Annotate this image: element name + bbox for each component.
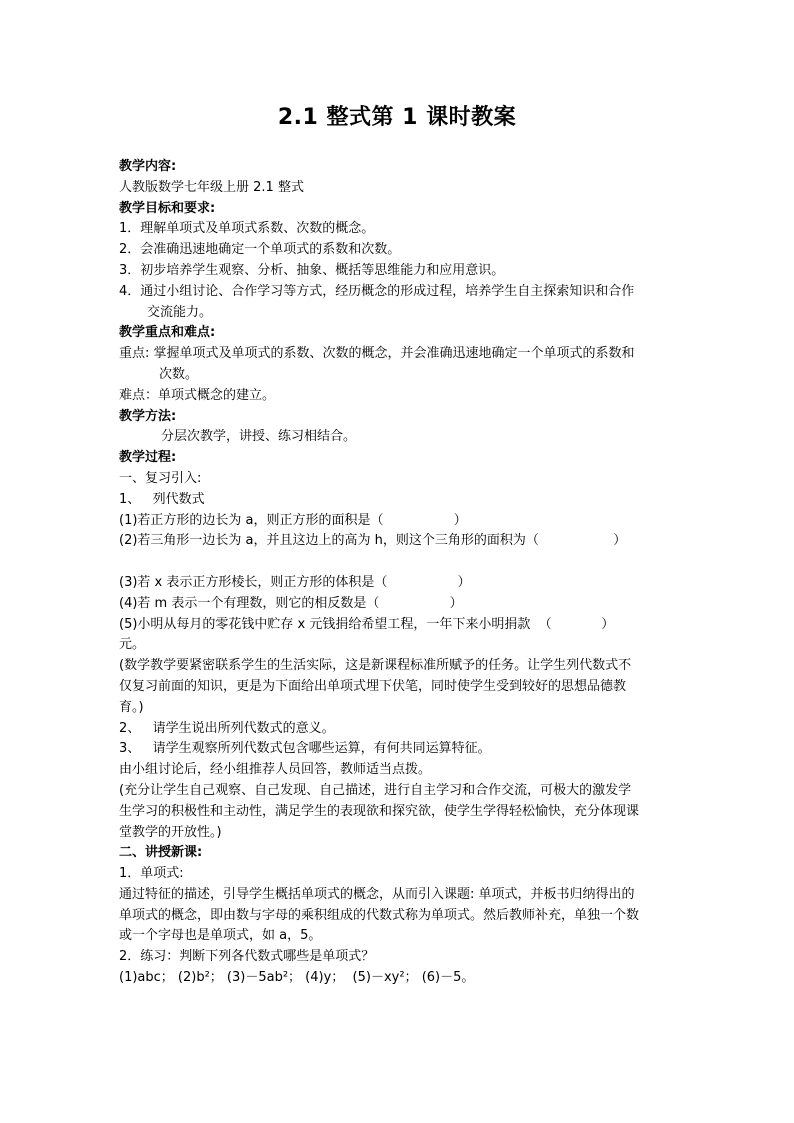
subsection-monomial: 1．单项式: xyxy=(119,866,184,882)
section-heading-method: 教学方法: xyxy=(119,408,177,424)
question-1: (1)若正方形的边长为 a，则正方形的面积是（ ） xyxy=(119,512,467,528)
content-text: 人教版数学七年级上册 2.1 整式 xyxy=(119,179,304,195)
teaching-note-1-line-2: 仅复习前面的知识，更是为下面给出单项式埋下伏笔，同时使学生受到较好的思想品德教 xyxy=(119,678,627,694)
difficult-point: 难点：单项式概念的建立。 xyxy=(119,387,276,403)
question-4: (4)若 m 表示一个有理数，则它的相反数是（ ） xyxy=(119,595,463,611)
section-heading-process: 教学过程: xyxy=(119,450,177,466)
review-item-1: 1、 列代数式 xyxy=(119,491,205,507)
goal-item-4-continued: 交流能力。 xyxy=(147,304,213,320)
part-two-heading: 二、讲授新课: xyxy=(119,845,203,861)
teaching-note-2: (充分让学生自己观察、自己发现、自己描述，进行自主学习和合作交流，可极大的激发学 xyxy=(119,782,632,798)
spacer xyxy=(119,552,679,573)
goal-item-4: 4．通过小组讨论、合作学习等方式，经历概念的形成过程，培养学生自主探索知识和合作 xyxy=(119,283,635,299)
section-heading-key-points: 教学重点和难点: xyxy=(119,325,216,341)
goal-item-1: 1．理解单项式及单项式系数、次数的概念。 xyxy=(119,221,375,237)
teaching-note-2-line-2: 生学习的积极性和主动性，满足学生的表现欲和探究欲，使学生学得轻松愉快，充分体现课 xyxy=(119,803,640,819)
document-title: 2.1 整式第 1 课时教案 xyxy=(277,105,517,130)
review-item-2: 2、 请学生说出所列代数式的意义。 xyxy=(119,720,335,736)
question-2: (2)若三角形一边长为 a，并且这边上的高为 h，则这个三角形的面积为（ ） xyxy=(119,533,627,549)
section-heading-content: 教学内容: xyxy=(119,159,177,174)
exercise-list: (1)abc； (2)b²； (3)－5ab²； (4)y； (5)－xy²； (6)－5。 xyxy=(119,970,475,986)
part-one-heading: 一、复习引入: xyxy=(119,470,202,486)
question-5: (5)小明从每月的零花钱中贮存 x 元钱捐给希望工程，一年下来小明捐款 （ ） xyxy=(119,616,615,632)
document-body xyxy=(119,157,679,989)
goal-item-2: 2．会准确迅速地确定一个单项式的系数和次数。 xyxy=(119,242,401,258)
key-point: 重点: 掌握单项式及单项式的系数、次数的概念，并会准确迅速地确定一个单项式的系数和 xyxy=(119,346,635,362)
question-3: (3)若 x 表示正方形棱长，则正方形的体积是（ ） xyxy=(119,574,471,590)
review-item-3: 3、 请学生观察所列代数式包含哪些运算，有何共同运算特征。 xyxy=(119,741,491,757)
group-discussion-text: 由小组讨论后，经小组推荐人员回答，教师适当点拨。 xyxy=(119,762,432,778)
subsection-exercise: 2．练习：判断下列各代数式哪些是单项式？ xyxy=(119,949,375,965)
key-point-continued: 次数。 xyxy=(159,366,199,382)
question-5-unit: 元。 xyxy=(119,637,146,653)
teaching-note-2-line-3: 堂教学的开放性。) xyxy=(119,824,222,840)
goal-item-3: 3．初步培养学生观察、分析、抽象、概括等思维能力和应用意识。 xyxy=(119,262,505,278)
monomial-description-line-2: 单项式的概念，即由数与字母的乘积组成的代数式称为单项式。然后教师补充，单独一个数 xyxy=(119,907,640,923)
method-text: 分层次教学，讲授、练习相结合。 xyxy=(161,429,357,445)
monomial-description-line-3: 或一个字母也是单项式，如 a，5。 xyxy=(119,928,322,944)
teaching-note-1: (数学教学要紧密联系学生的生活实际，这是新课程标准所赋予的任务。让学生列代数式不 xyxy=(119,658,632,674)
section-heading-goals: 教学目标和要求: xyxy=(119,200,216,216)
monomial-description: 通过特征的描述，引导学生概括单项式的概念，从而引入课题: 单项式，并板书归纳得出的 xyxy=(119,886,635,902)
teaching-note-1-line-3: 育。) xyxy=(119,699,144,715)
